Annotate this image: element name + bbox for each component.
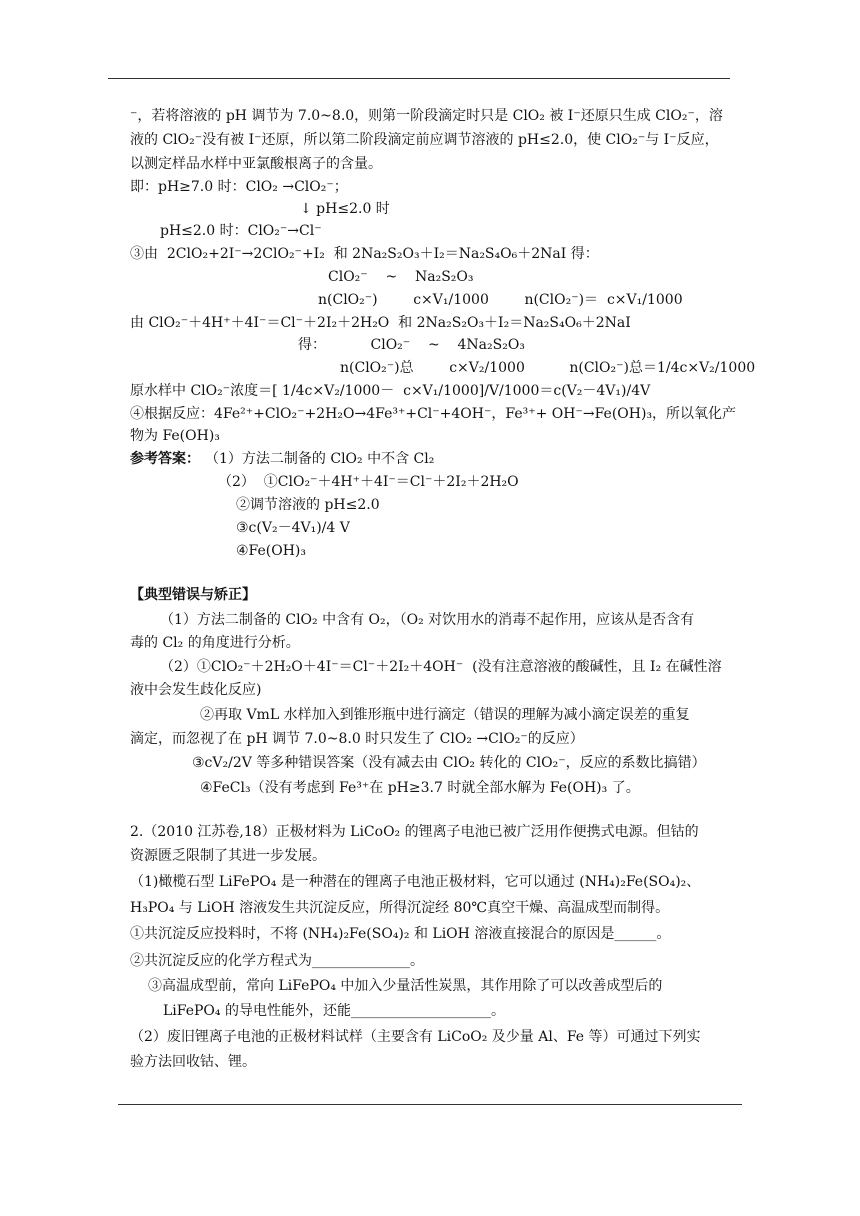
text-line: 以测定样品水样中亚氯酸根离子的含量。	[130, 156, 382, 172]
header-rule	[108, 78, 730, 79]
text-line: 原水样中 ClO₂⁻浓度＝[ 1/4c×V₂/1000－ c×V₁/1000]/V/1000＝c(V₂－4V₁)/4V	[130, 383, 651, 399]
text-line: ClO₂⁻ ~ Na₂S₂O₃	[328, 269, 474, 285]
text-line: n(ClO₂⁻) c×V₁/1000 n(ClO₂⁻)＝ c×V₁/1000	[318, 292, 683, 308]
text-line: 液的 ClO₂⁻没有被 I⁻还原，所以第二阶段滴定前应调节溶液的 pH≤2.0，使 ClO₂⁻与 I⁻反应，	[130, 132, 719, 148]
text-line: ②调节溶液的 pH≤2.0	[236, 497, 380, 513]
text-line: （1）方法二制备的 ClO₂ 中不含 Cl₂	[205, 451, 435, 467]
text-line: 2.（2010 江苏卷,18）正极材料为 LiCoO₂ 的锂离子电池已被广泛用作便携式电源。但钴的	[130, 824, 699, 840]
text-line: （2）废旧锂离子电池的正极材料试样（主要含有 LiCoO₂ 及少量 Al、Fe 等）可通过下列实	[130, 1029, 701, 1045]
text-line: 即：pH≥7.0 时：ClO₂ →ClO₂⁻；	[130, 179, 348, 195]
text-line: （1)橄榄石型 LiFePO₄ 是一种潜在的锂离子电池正极材料，它可以通过 (NH₄)₂Fe(SO₄)₂、	[130, 874, 701, 890]
text-line: n(ClO₂⁻)总 c×V₂/1000 n(ClO₂⁻)总＝1/4c×V₂/1000	[340, 360, 756, 376]
text-line: ③由 2ClO₂+2I⁻→2ClO₂⁻+I₂ 和 2Na₂S₂O₃＋I₂＝Na₂S₄O₆＋2NaI 得：	[130, 246, 599, 262]
section-heading: 【典型错误与矫正】	[130, 587, 256, 603]
text-line: （2） ①ClO₂⁻＋4H⁺＋4I⁻＝Cl⁻＋2I₂＋2H₂O	[218, 474, 519, 490]
text-line: ⁻，若将溶液的 pH 调节为 7.0~8.0，则第一阶段滴定时只是 ClO₂ 被 I⁻还原只生成 ClO₂⁻，溶	[130, 108, 723, 124]
text-line: ②再取 VmL 水样加入到锥形瓶中进行滴定（错误的理解为减小滴定误差的重复	[200, 707, 690, 723]
text-line: 毒的 Cl₂ 的角度进行分析。	[130, 635, 300, 651]
text-line: 物为 Fe(OH)₃	[130, 428, 220, 444]
text-line: 验方法回收钴、锂。	[130, 1054, 256, 1070]
text-line: ④根据反应：4Fe²⁺+ClO₂⁻+2H₂O→4Fe³⁺+Cl⁻+4OH⁻，Fe³⁺+ OH⁻→Fe(OH)₃，所以氧化产	[130, 406, 737, 422]
text-line: 得： ClO₂⁻ ~ 4Na₂S₂O₃	[298, 337, 525, 353]
reference-answer-label: 参考答案：	[130, 451, 200, 467]
text-line: ②共沉淀反应的化学方程式为______________。	[130, 953, 424, 969]
text-line: LiFePO₄ 的导电性能外，还能____________________。	[163, 1003, 505, 1019]
text-line: ④Fe(OH)₃	[236, 543, 307, 559]
text-line: 由 ClO₂⁻＋4H⁺＋4I⁻＝Cl⁻＋2I₂＋2H₂O 和 2Na₂S₂O₃＋I₂＝Na₂S₄O₆＋2NaI	[130, 315, 631, 331]
text-line: ③c(V₂－4V₁)/4 V	[236, 520, 350, 536]
text-line: H₃PO₄ 与 LiOH 溶液发生共沉淀反应，所得沉淀经 80℃真空干燥、高温成型而制得。	[130, 900, 670, 916]
text-line: 资源匮乏限制了其进一步发展。	[130, 848, 326, 864]
text-line: ↓ pH≤2.0 时	[300, 201, 390, 217]
text-line: ④FeCl₃（没有考虑到 Fe³⁺在 pH≥3.7 时就全部水解为 Fe(OH)₃ 了。	[200, 780, 640, 796]
text-line: pH≤2.0 时：ClO₂⁻→Cl⁻	[160, 223, 322, 239]
text-line: ③cV₂/2V 等多种错误答案（没有减去由 ClO₂ 转化的 ClO₂⁻，反应的系数比搞错）	[192, 755, 706, 771]
text-line: 滴定，而忽视了在 pH 调节 7.0~8.0 时只发生了 ClO₂ →ClO₂⁻的反应）	[130, 731, 584, 747]
footer-rule	[118, 1104, 742, 1105]
text-line: ③高温成型前，常向 LiFePO₄ 中加入少量活性炭黑，其作用除了可以改善成型后的	[148, 978, 663, 994]
text-line: （2）①ClO₂⁻＋2H₂O＋4I⁻＝Cl⁻＋2I₂＋4OH⁻ (没有注意溶液的酸碱性，且 I₂ 在碱性溶	[160, 659, 722, 675]
text-line: ①共沉淀反应投料时，不将 (NH₄)₂Fe(SO₄)₂ 和 LiOH 溶液直接混合的原因是______。	[130, 926, 671, 942]
text-line: （1）方法二制备的 ClO₂ 中含有 O₂，（O₂ 对饮用水的消毒不起作用，应该从是否含有	[160, 612, 695, 628]
text-line: 液中会发生歧化反应)	[130, 682, 262, 698]
